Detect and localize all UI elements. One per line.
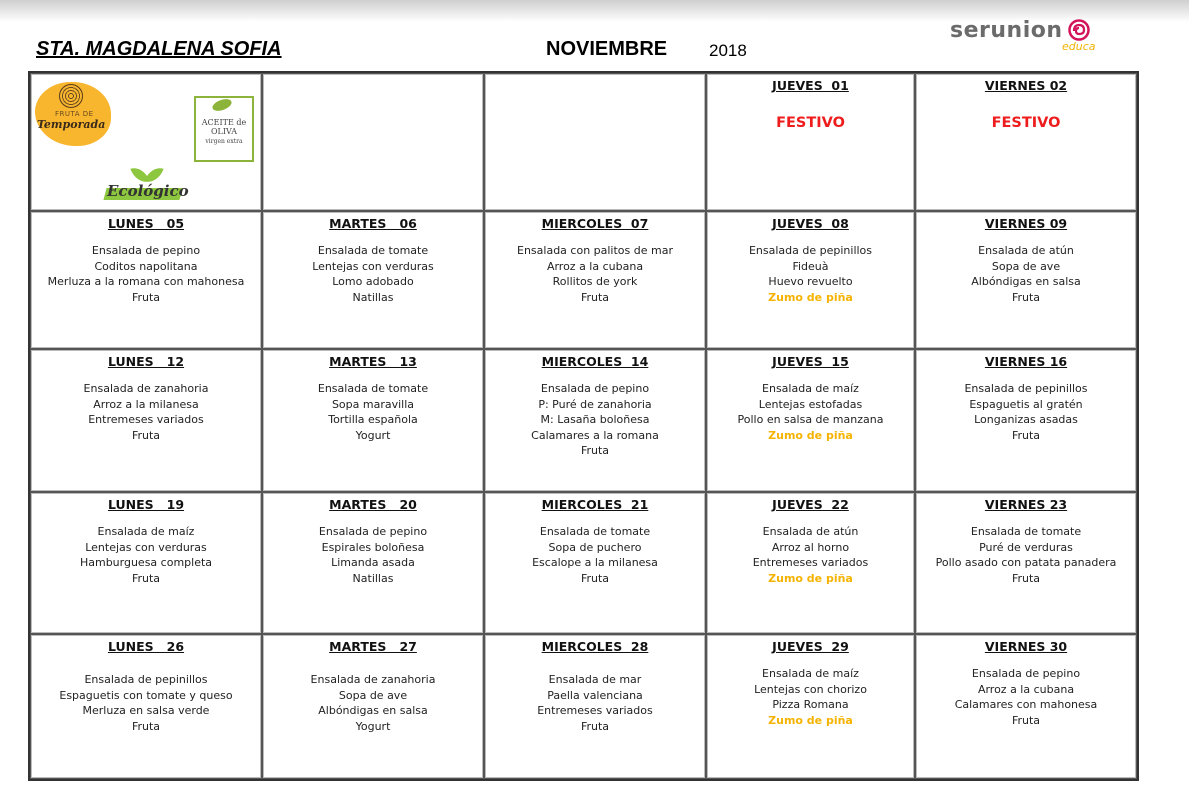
dish: Paella valenciana (547, 688, 643, 702)
dish: Ensalada de tomate (317, 244, 429, 257)
dish: Fruta (131, 719, 161, 733)
dish: Ensalada de pepinillos (964, 382, 1088, 395)
dish: Merluza en salsa verde (82, 704, 210, 717)
day-cell (30, 349, 262, 492)
dish: Espaguetis con tomate y queso (59, 688, 233, 702)
dish: P: Puré de zanahoria (538, 397, 652, 411)
dish: Fruta (1011, 428, 1041, 442)
day-cell (484, 211, 706, 349)
aceite-badge-line3: virgen extra (205, 138, 243, 145)
day-label: VIERNES 02 (984, 78, 1068, 93)
day-cell (915, 634, 1137, 779)
olive-branch-icon (211, 97, 233, 113)
day-cell (484, 349, 706, 492)
pomegranate-icon (59, 84, 83, 108)
dish: Natillas (352, 290, 394, 304)
day-label: LUNES 05 (107, 216, 185, 231)
day-label: LUNES 19 (107, 497, 185, 512)
fruta-badge-line1: FRUTA DE (55, 110, 94, 118)
juice-dish: Zumo de piña (768, 428, 853, 442)
fruta-badge-line2: Temporada (37, 118, 106, 131)
day-cell (30, 634, 262, 779)
dish: Ensalada de zanahoria (310, 673, 436, 686)
school-name: STA. MAGDALENA SOFIA (36, 38, 282, 60)
day-label: JUEVES 29 (772, 639, 849, 654)
month-title: NOVIEMBRE (546, 38, 668, 60)
day-label: JUEVES 08 (772, 216, 849, 231)
day-label: MARTES 06 (329, 216, 417, 231)
dish: Ensalada de pepinillos (748, 244, 873, 257)
day-cell (915, 349, 1137, 492)
dish: Ensalada de atún (762, 525, 859, 538)
week-row (30, 492, 1137, 634)
logo-word: serunion (950, 18, 1063, 43)
day-label: MARTES 27 (329, 639, 417, 654)
dish: Hamburguesa completa (79, 556, 213, 569)
dish: Lentejas con verduras (85, 540, 207, 554)
dish: Lentejas estofadas (758, 397, 863, 411)
day-cell (30, 492, 262, 634)
empty-day-cell (484, 73, 706, 211)
dish: Fruta (131, 571, 161, 585)
dish: Espirales boloñesa (321, 540, 425, 554)
empty-day-cell (262, 73, 484, 211)
juice-dish: Zumo de piña (768, 571, 853, 585)
day-label: MARTES 13 (329, 354, 417, 369)
serunion-swirl-icon (1068, 19, 1090, 41)
dish: Pizza Romana (772, 698, 849, 711)
week-row (30, 73, 1137, 211)
dish: Lentejas con chorizo (754, 682, 867, 696)
dish: Huevo revuelto (768, 275, 853, 288)
day-label: VIERNES 30 (984, 639, 1068, 654)
day-label: LUNES 12 (107, 354, 185, 369)
dish: Sopa maravilla (331, 397, 415, 411)
dish: Albóndigas en salsa (971, 275, 1081, 288)
dish: Limanda asada (331, 556, 415, 569)
dish: Fruta (1011, 290, 1041, 304)
dish: Ensalada de pepino (971, 667, 1081, 680)
fruta-temporada-badge (35, 82, 111, 146)
dish: Arroz a la cubana (977, 682, 1075, 696)
dish: Ensalada de zanahoria (83, 382, 209, 395)
dish: Arroz a la milanesa (93, 397, 199, 411)
dish: Calamares a la romana (531, 428, 659, 442)
dish: Sopa de ave (991, 259, 1061, 273)
aceite-oliva-badge (194, 96, 254, 162)
dish: Yogurt (355, 719, 391, 733)
dish: Ensalada de tomate (970, 525, 1082, 538)
dish: Ensalada de pepinillos (84, 673, 208, 686)
day-cell (484, 492, 706, 634)
dish: Ensalada de maíz (762, 382, 859, 395)
day-cell (262, 492, 484, 634)
dish: Puré de verduras (979, 540, 1073, 554)
dish: Merluza a la romana con mahonesa (47, 275, 245, 288)
dish: Ensalada de tomate (539, 525, 651, 538)
holiday-label: FESTIVO (776, 115, 845, 131)
badges-cell (30, 73, 262, 211)
dish: Fruta (131, 428, 161, 442)
dish: Calamares con mahonesa (954, 698, 1098, 711)
dish: Sopa de ave (338, 688, 408, 702)
dish: Albóndigas en salsa (318, 704, 428, 717)
day-label: LUNES 26 (107, 639, 185, 654)
week-row (30, 211, 1137, 349)
day-cell (706, 634, 915, 779)
aceite-badge-line1: ACEITE de (201, 118, 247, 127)
dish: Ensalada de maíz (97, 525, 195, 538)
day-label: JUEVES 01 (772, 78, 849, 93)
dish: Sopa de puchero (548, 540, 642, 554)
dish: Fideuà (792, 259, 829, 273)
day-label: VIERNES 09 (984, 216, 1068, 231)
day-cell (30, 211, 262, 349)
eco-badge-label: Ecológico (107, 182, 189, 200)
dish: Ensalada de mar (548, 673, 642, 686)
dish: Entremeses variados (537, 704, 653, 717)
dish: Entremeses variados (88, 413, 204, 426)
dish: Entremeses variados (752, 556, 869, 569)
day-cell (262, 634, 484, 779)
dish: Fruta (580, 571, 610, 585)
dish: Fruta (131, 290, 161, 304)
dish: M: Lasaña boloñesa (540, 413, 650, 426)
day-cell (484, 634, 706, 779)
week-row (30, 349, 1137, 492)
dish: Yogurt (355, 428, 391, 442)
day-cell (262, 349, 484, 492)
dish: Lomo adobado (332, 275, 414, 288)
juice-dish: Zumo de piña (768, 713, 853, 727)
day-cell (915, 73, 1137, 211)
dish: Espaguetis al gratén (969, 397, 1083, 411)
day-cell (915, 211, 1137, 349)
dish: Ensalada de pepino (91, 244, 201, 257)
dish: Natillas (352, 571, 394, 585)
day-label: MIERCOLES 28 (541, 639, 649, 654)
day-label: JUEVES 22 (772, 497, 849, 512)
day-label: MIERCOLES 21 (541, 497, 649, 512)
dish: Tortilla española (328, 413, 418, 426)
dish: Ensalada de maíz (762, 667, 859, 680)
day-cell (706, 73, 915, 211)
dish: Ensalada de pepino (540, 382, 650, 395)
year-label: 2018 (709, 41, 747, 60)
ecologico-badge (103, 170, 187, 204)
dish: Ensalada de pepino (318, 525, 428, 538)
day-cell (262, 211, 484, 349)
holiday-label: FESTIVO (991, 115, 1061, 131)
day-label: JUEVES 15 (772, 354, 849, 369)
dish: Arroz a la cubana (546, 259, 644, 273)
day-cell (706, 349, 915, 492)
day-label: VIERNES 16 (984, 354, 1068, 369)
day-cell (706, 492, 915, 634)
dish: Coditos napolitana (94, 259, 198, 273)
dish: Rollitos de york (552, 275, 638, 288)
day-cell (706, 211, 915, 349)
week-row (30, 634, 1137, 779)
dish: Arroz al horno (771, 540, 850, 554)
dish: Fruta (1011, 571, 1041, 585)
dish: Ensalada de atún (978, 244, 1074, 257)
juice-dish: Zumo de piña (768, 290, 853, 304)
dish: Escalope a la milanesa (532, 556, 658, 569)
dish: Ensalada de tomate (317, 382, 429, 395)
dish: Longanizas asadas (974, 413, 1078, 426)
dish: Fruta (580, 719, 610, 733)
aceite-badge-line2: OLIVA (210, 127, 238, 136)
dish: Fruta (580, 444, 610, 457)
day-cell (915, 492, 1137, 634)
dish: Pollo en salsa de manzana (737, 413, 884, 426)
day-label: MIERCOLES 07 (541, 216, 649, 231)
dish: Fruta (580, 290, 610, 304)
serunion-logo (950, 18, 1110, 58)
day-label: MARTES 20 (329, 497, 417, 512)
day-label: MIERCOLES 14 (541, 354, 649, 369)
dish: Fruta (1011, 713, 1041, 727)
dish: Lentejas con verduras (312, 259, 434, 273)
dish: Pollo asado con patata panadera (935, 556, 1117, 569)
menu-calendar (28, 71, 1139, 781)
dish: Ensalada con palitos de mar (517, 244, 673, 257)
logo-sub: educa (1062, 40, 1096, 53)
day-label: VIERNES 23 (984, 497, 1068, 512)
